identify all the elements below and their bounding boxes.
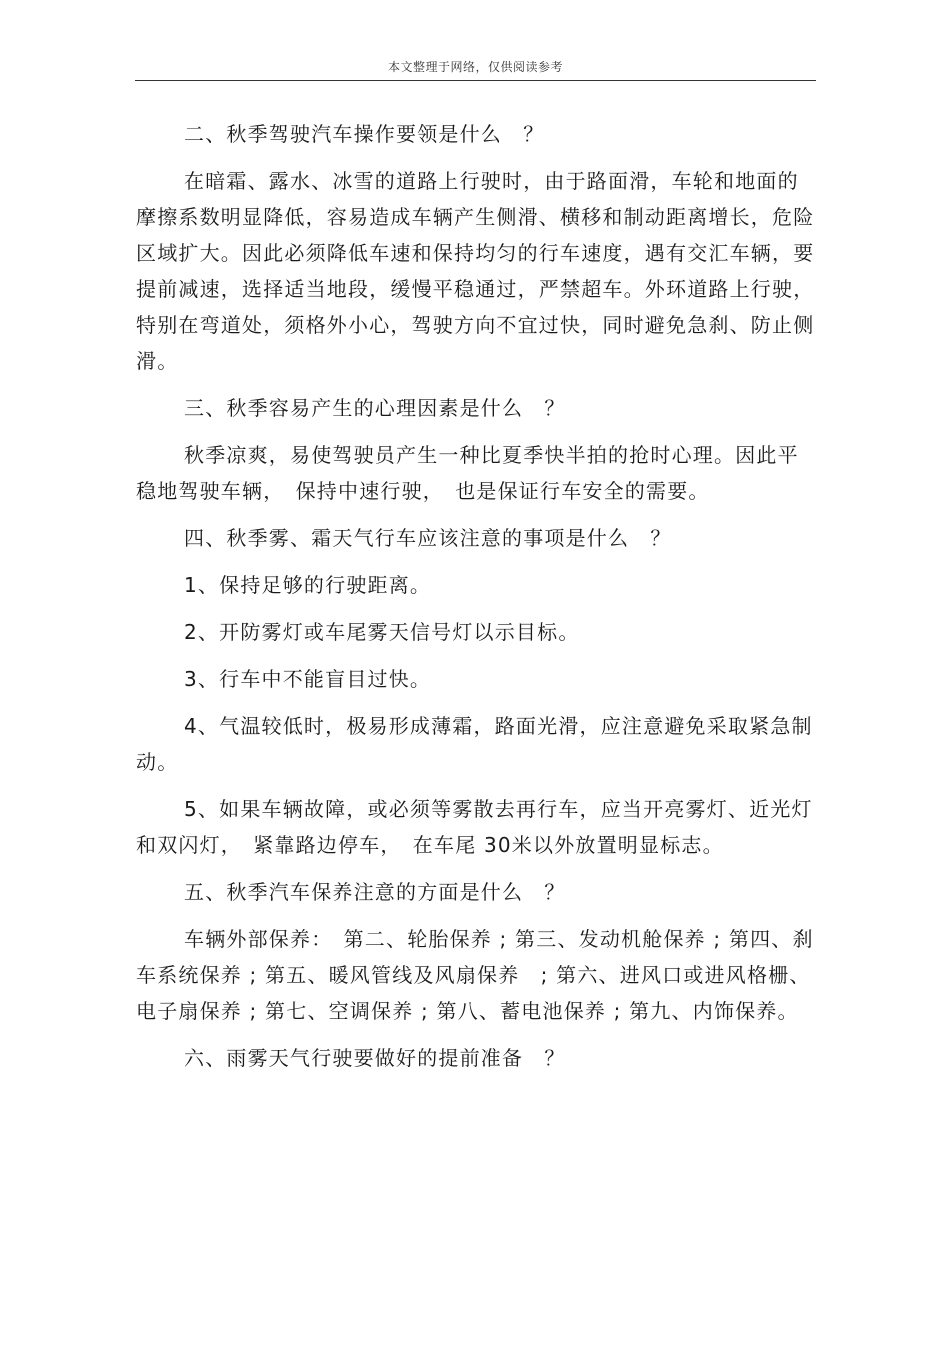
document-body <box>136 116 816 1087</box>
list-item: 1、保持足够的行驶距离。 <box>184 573 432 597</box>
list-item: 3、行车中不能盲目过快。 <box>184 667 432 691</box>
list-item: 5、如果车辆故障，或必须等雾散去再行车，应当开亮雾灯、近光灯和双闪灯， 紧靠路边停车， 在车尾 30米以外放置明显标志。 <box>136 797 813 857</box>
paragraph: 秋季凉爽，易使驾驶员产生一种比夏季快半拍的抢时心理。因此平稳地驾驶车辆， 保持中速行驶， 也是保证行车安全的需要。 <box>136 443 799 503</box>
section-heading: 四、秋季雾、霜天气行车应该注意的事项是什么 ？ <box>184 526 672 550</box>
section-heading: 三、秋季容易产生的心理因素是什么 ？ <box>184 396 566 420</box>
paragraph: 车辆外部保养： 第二、轮胎保养 ; 第三、发动机舱保养 ; 第四、刹车系统保养 ; 第五、暖风管线及风扇保养 ; 第六、进风口或进风格栅、电子扇保养 ; 第七、空调保养 ; 第八、蓄电池保养 ; 第九、内饰保养。 <box>136 927 814 1023</box>
section-heading: 六、雨雾天气行驶要做好的提前准备 ？ <box>184 1046 566 1070</box>
page-header: 本文整理于网络，仅供阅读参考 <box>387 60 563 74</box>
paragraph: 在暗霜、露水、冰雪的道路上行驶时，由于路面滑，车轮和地面的摩擦系数明显降低，容易造成车辆产生侧滑、横移和制动距离增长，危险区域扩大。因此必须降低车速和保持均匀的行车速度，遇有交汇车辆，要提前减速，选择适当地段，缓慢平稳通过，严禁超车。外环道路上行驶，特别在弯道处，须格外小心，驾驶方向不宜过快，同时避免急刹、防止侧滑。 <box>136 169 815 373</box>
section-heading: 二、秋季驾驶汽车操作要领是什么 ？ <box>184 122 545 146</box>
header-divider <box>135 80 816 81</box>
section-heading: 五、秋季汽车保养注意的方面是什么 ？ <box>184 880 566 904</box>
list-item: 4、气温较低时，极易形成薄霜，路面光滑，应注意避免采取紧急制动。 <box>136 714 813 774</box>
list-item: 2、开防雾灯或车尾雾天信号灯以示目标。 <box>184 620 580 644</box>
